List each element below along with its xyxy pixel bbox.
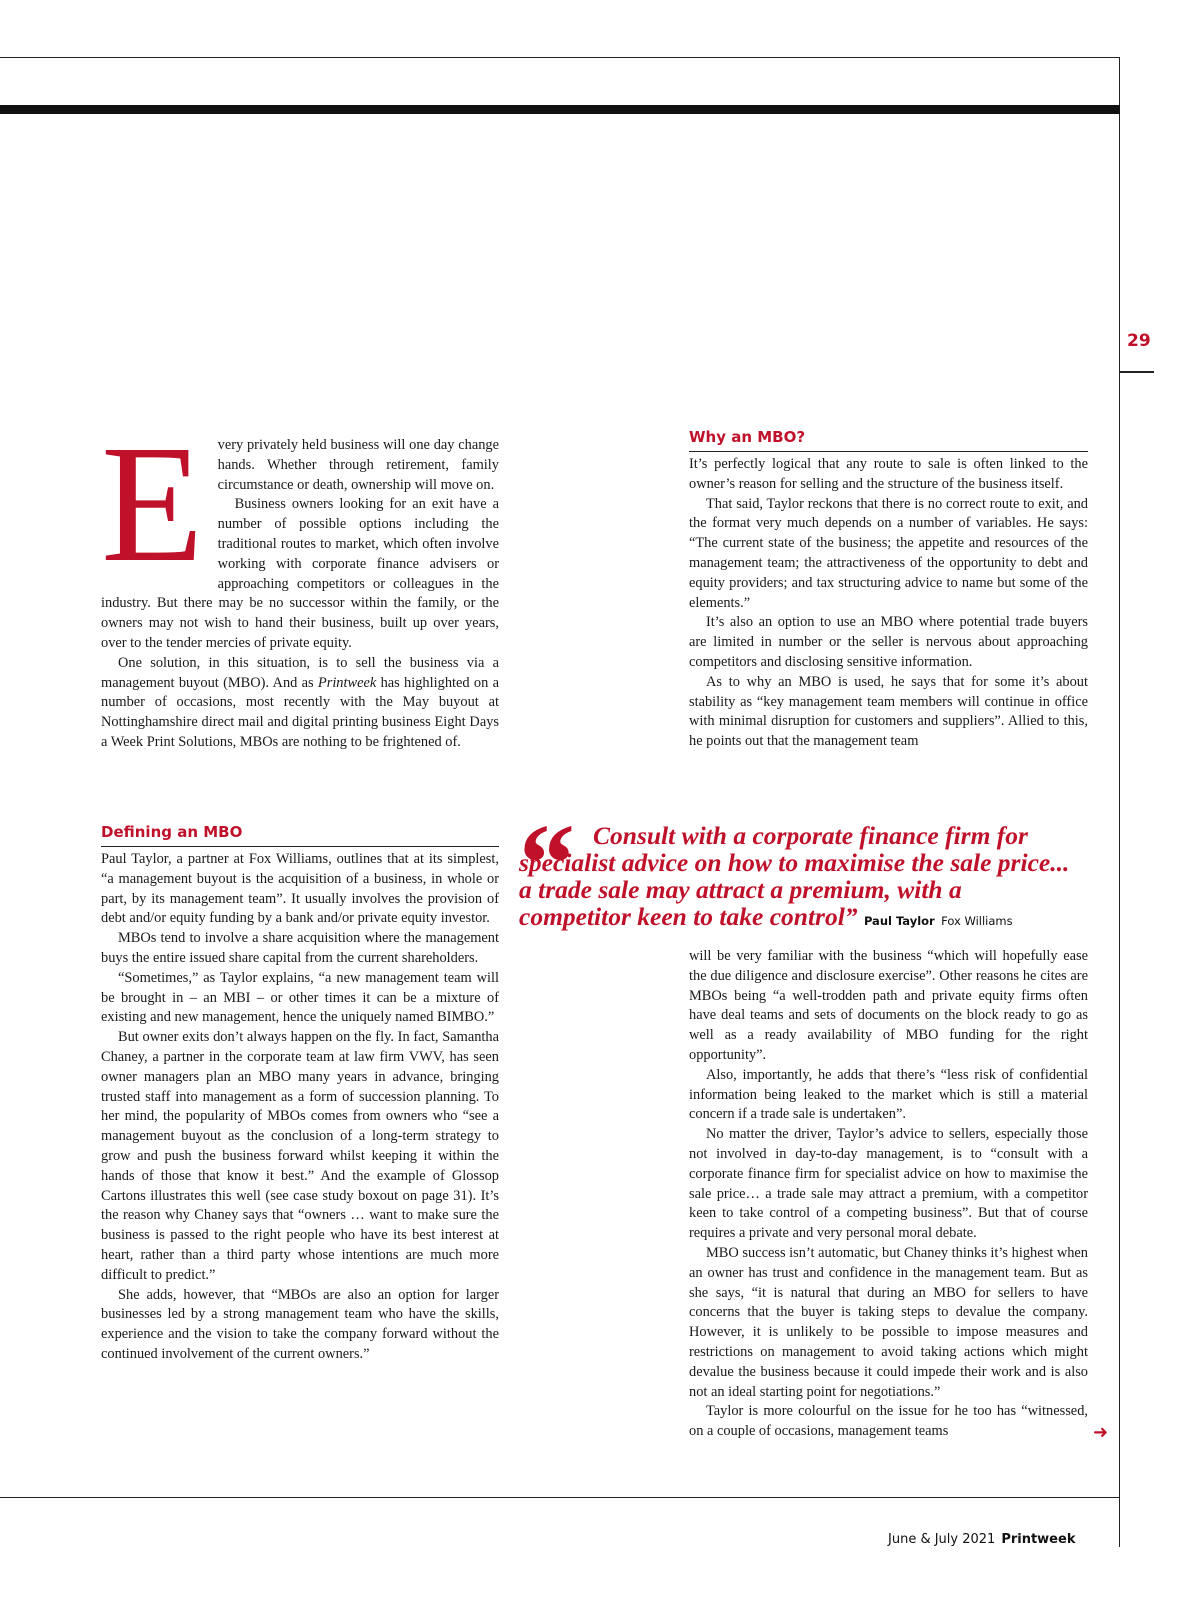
issue-date: June & July 2021 xyxy=(888,1532,996,1547)
why-heading: Why an MBO? xyxy=(689,427,1088,452)
arrow-right-icon[interactable]: ➜ xyxy=(1093,1422,1109,1443)
defining-paragraph-4: But owner exits don’t always happen on the fly. In fact, Samantha Chaney, a partner in the corporate team at law firm VWV, has seen owner managers plan an MBO many years in advance, bringing trusted staff into management as a form of succession planning. To her mind, the popularity of MBOs comes from owners who “see a management buyout as the conclusion of a long-term strategy to grow and push the business forward whilst keeping it within the hands of those that know it best.” And the example of Glossop Cartons illustrates this well (see case study boxout on page 31). It’s the reason why Chaney says that “owners … want to make sure the business is passed to the right people who have its best interest at heart, rather than a third party whose intentions are much more difficult to predict.” xyxy=(101,1029,499,1283)
frame-right-rule xyxy=(1119,57,1120,1547)
intro-paragraph-2: Business owners looking for an exit have a number of possible options including the traditional routes to market, which often involve working with corporate finance advisers or approaching competitors or colleagues in the industry. But there may be no successor within the family, or the owners may not wish to hand their business, built up over years, over to the tender mercies of private equity. xyxy=(101,496,499,651)
defining-paragraph-5: She adds, however, that “MBOs are also an option for larger businesses led by a strong management team who have the skills, experience and the vision to take the company forward without the continued involvement of the current owners.” xyxy=(101,1286,499,1362)
intro-paragraph-3 xyxy=(101,654,499,753)
header-thick-rule xyxy=(0,105,1120,114)
why-section xyxy=(689,427,1088,752)
why-paragraph-9: Taylor is more colourful on the issue for he too has “witnessed, on a couple of occasions, management teams xyxy=(689,1403,1088,1440)
page-number: 29 xyxy=(1127,331,1151,351)
drop-cap: E xyxy=(101,411,204,597)
footer-rule xyxy=(0,1497,1120,1498)
defining-paragraph-2: MBOs tend to involve a share acquisition where the management buys the entire issued share capital from the current shareholders. xyxy=(101,930,499,966)
brand-name: Printweek xyxy=(1001,1532,1076,1547)
why-paragraph-2: That said, Taylor reckons that there is no correct route to exit, and the format very much depends on a number of variables. He says: “The current state of the business; the appetite and resources of the management team; the attractiveness of the opportunity to debt and equity providers; and tax structuring advice to name but some of the elements.” xyxy=(689,495,1088,611)
why-continuation xyxy=(689,947,1088,1442)
why-paragraph-5: will be very familiar with the business “which will hopefully ease the due diligence and disclosure exercise”. Other reasons he cites are MBOs being “a well-trodden path and private equity firms often have deal teams and sets of documents on the block ready to go as well as a ready availability of MBO funding for the right opportunity”. xyxy=(689,948,1088,1063)
intro-paragraph-3-start: One solution, in this situation, is to sell the business via a management buyout (MBO). And as xyxy=(101,654,499,691)
why-paragraph-6: Also, importantly, he adds that there’s “less risk of confidential information being leaked to the market which is still a material concern if a trade sale is undertaken”. xyxy=(689,1066,1088,1123)
why-paragraph-7: No matter the driver, Taylor’s advice to sellers, especially those not involved in day-to-day management, is to “consult with a corporate finance firm for specialist advice on how to maximise the sale price… a trade sale may attract a premium, with a competitor keen to take control of a competing business”. But that of course requires a private and very personal moral debate. xyxy=(689,1126,1088,1242)
why-paragraph-1: It’s perfectly logical that any route to sale is often linked to the owner’s reason for selling and the structure of the business itself. xyxy=(689,456,1088,492)
defining-heading: Defining an MBO xyxy=(101,822,499,847)
why-paragraph-8: MBO success isn’t automatic, but Chaney thinks it’s highest when an owner has trust and confidence in the management team. But as she says, “it is natural that during an MBO for sellers to have concerns that the buyer is taking steps to devalue the company. However, it is unlikely to be possible to impose measures and restrictions on management to avoid taking actions which might devalue the business because it could impede their work and is also not an ideal starting point for negotiations.” xyxy=(689,1244,1088,1400)
publication-name: Printweek xyxy=(317,674,377,691)
pull-quote-author: Paul Taylor xyxy=(863,914,935,928)
page-footer xyxy=(888,1532,1075,1547)
defining-section xyxy=(101,822,499,1365)
pull-quote-text xyxy=(519,822,1079,935)
pull-quote-organisation: Fox Williams xyxy=(941,914,1013,928)
intro-paragraph-3-end: has highlighted on a number of occasions, most recently with the May buyout at Nottinghamshire direct mail and digital printing business Eight Days a Week Print Solutions, MBOs are nothing to be frightened of. xyxy=(101,674,499,750)
why-paragraph-3: It’s also an option to use an MBO where potential trade buyers are limited in number or the seller is nervous about approaching competitors and disclosing sensitive information. xyxy=(689,614,1088,670)
intro-column xyxy=(101,411,499,753)
quote-mark-icon: “ xyxy=(519,802,575,926)
pull-quote-body: Consult with a corporate finance firm for specialist advice on how to maximise the sale price... a trade sale may attract a premium, with a competitor keen to take control” xyxy=(519,821,1070,931)
intro-paragraph-1: very privately held business will one day change hands. Whether through retirement, family circumstance or death, ownership will move on. xyxy=(217,437,499,493)
page-number-rule xyxy=(1120,371,1154,373)
defining-paragraph-1: Paul Taylor, a partner at Fox Williams, outlines that at its simplest, “a management buyout is the acquisition of a business, in whole or part, by its management team”. It usually involves the provision of debt and/or equity funding by a bank and/or private equity investor. xyxy=(101,851,499,927)
frame-top-rule xyxy=(0,57,1120,58)
why-paragraph-4: As to why an MBO is used, he says that for some it’s about stability as “key management team members will continue in office with minimal disruption for customers and suppliers”. Allied to this, he points out that the management team xyxy=(689,673,1088,750)
pull-quote xyxy=(519,802,1079,935)
defining-paragraph-3: “Sometimes,” as Taylor explains, “a new management team will be brought in – an MBI – or other times it can be a mixture of existing and new management, hence the uniquely named BIMBO.” xyxy=(101,969,499,1026)
